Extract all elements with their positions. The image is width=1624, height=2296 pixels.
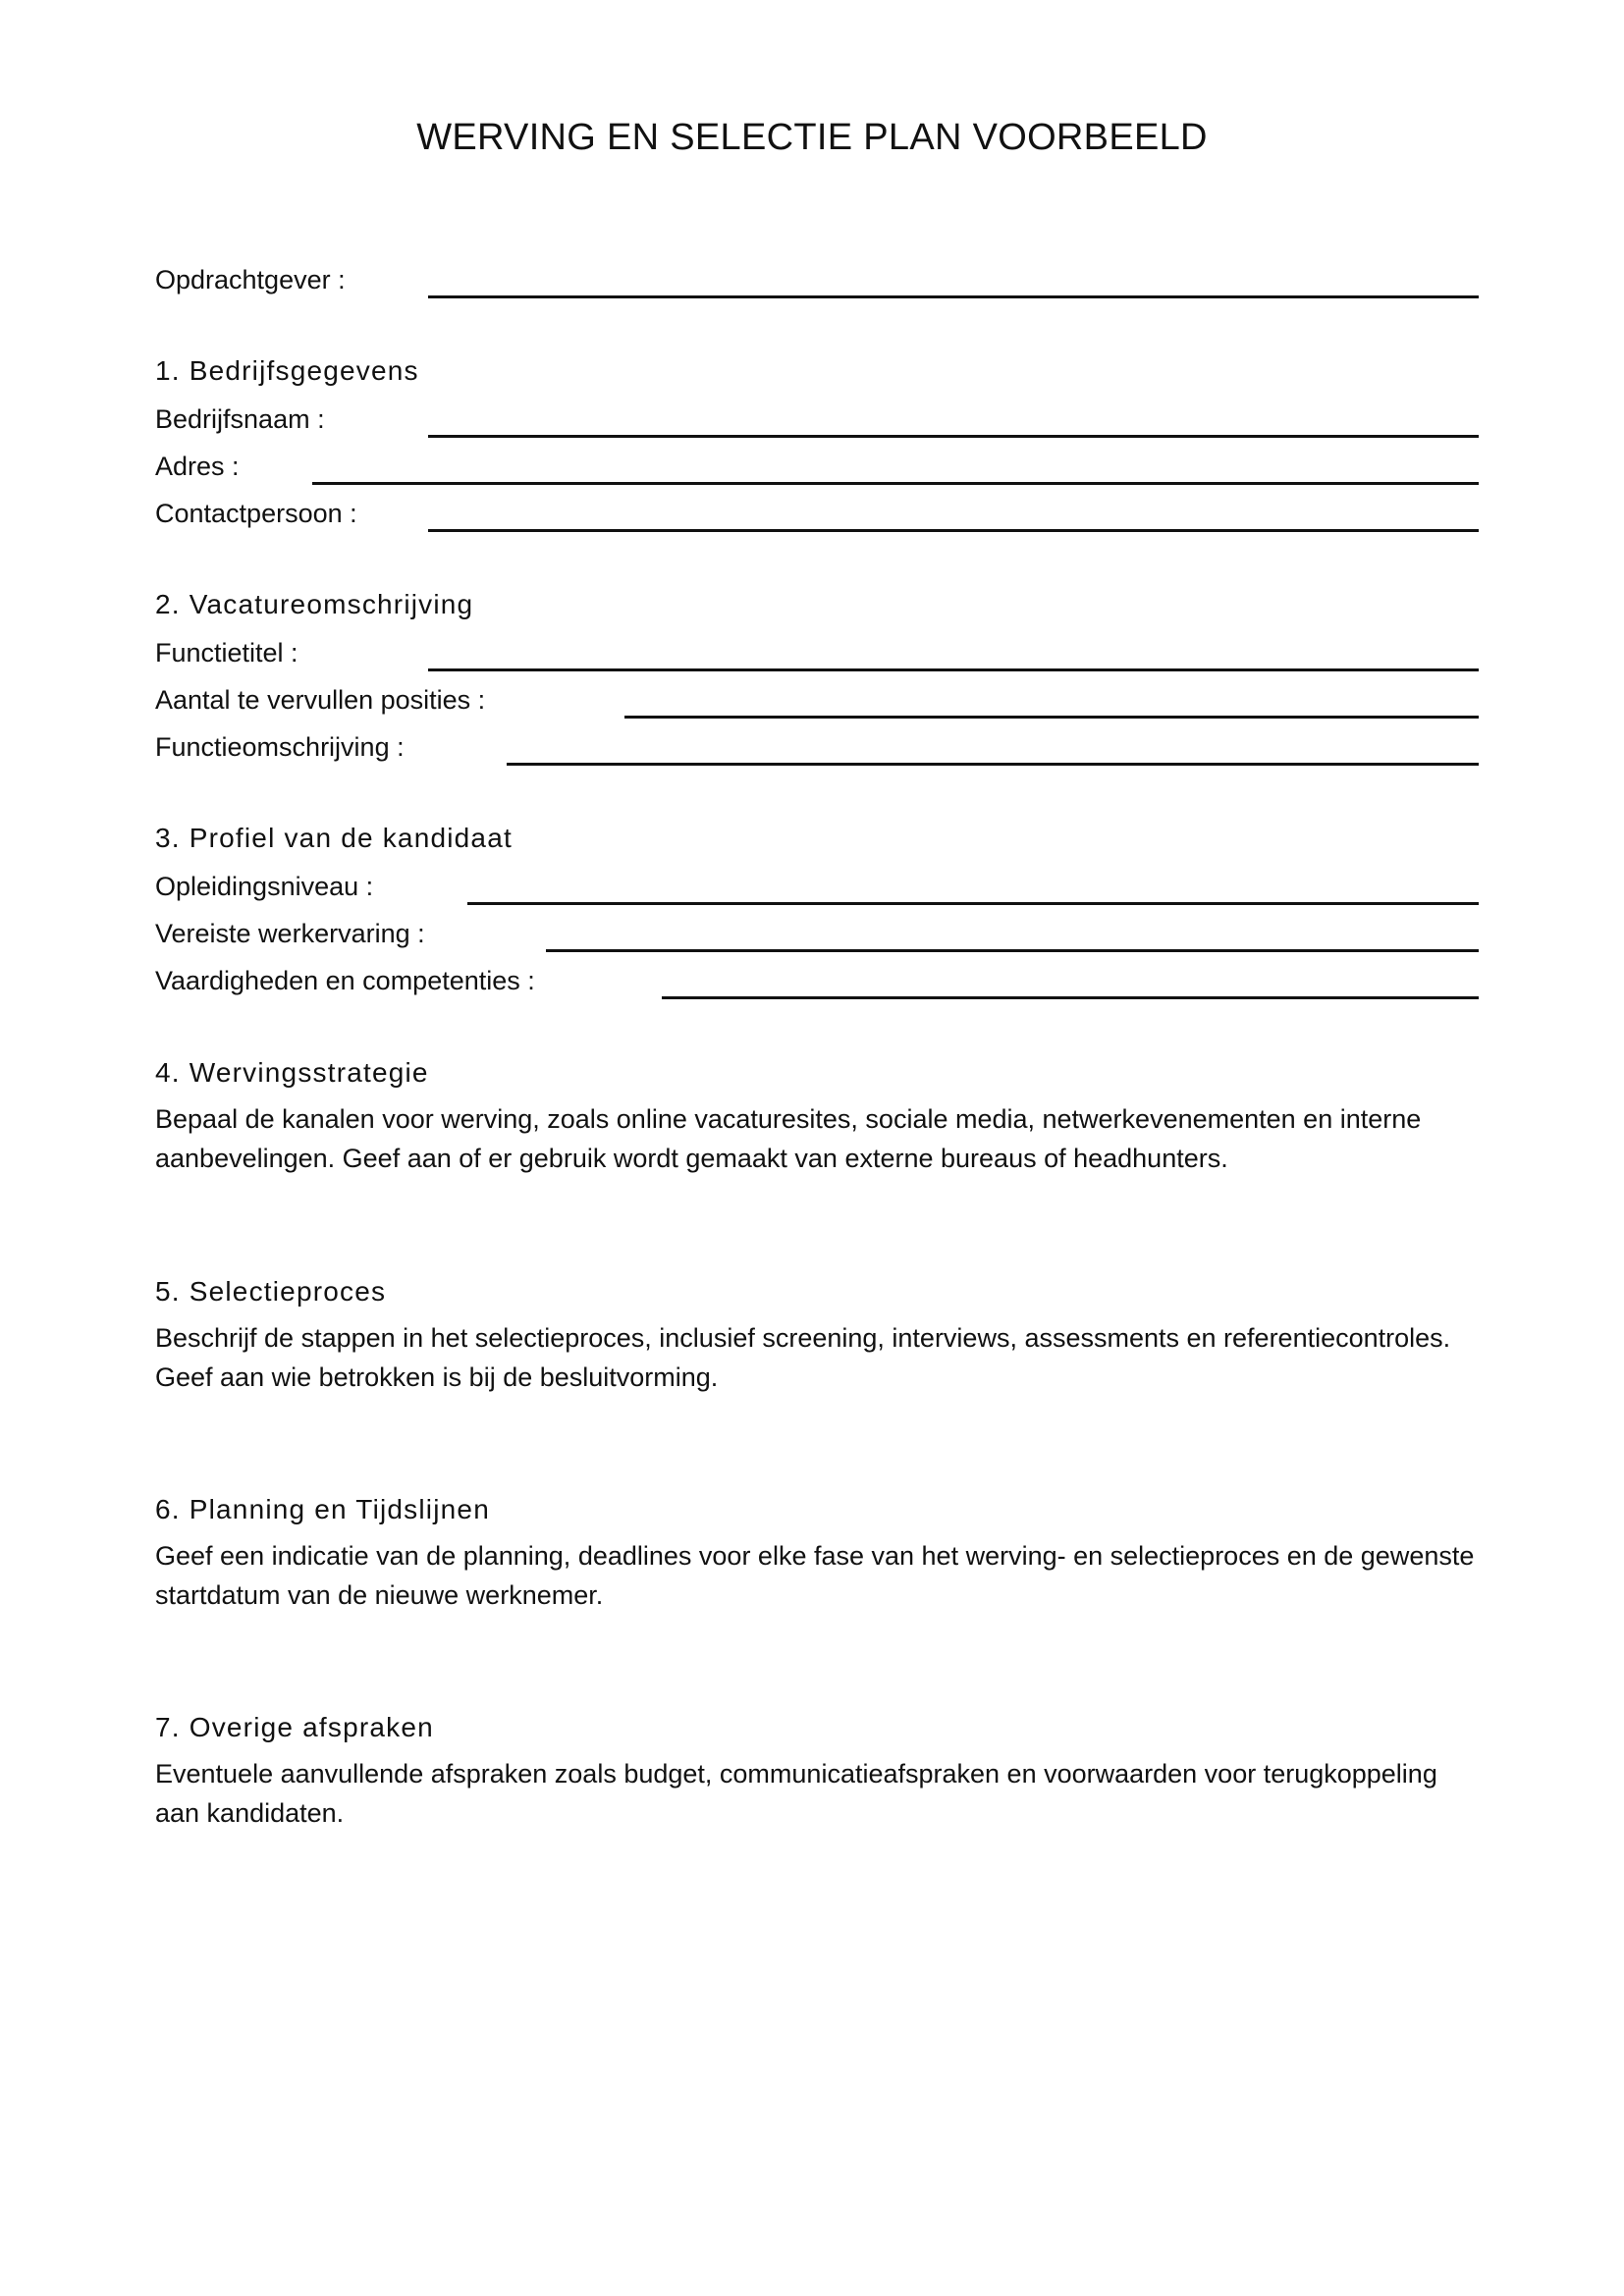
section-text-selectieproces: Beschrijf de stappen in het selectieproces, inclusief screening, interviews, assessments en referentiecontroles. Geef aan wie betrokken is bij de besluitvorming. [155, 1323, 1451, 1392]
section-heading-bedrijfsgegevens: 1. Bedrijfsgegevens [155, 355, 419, 386]
company-name-label: Bedrijfsnaam : [155, 404, 325, 434]
education-level-field [155, 864, 1479, 909]
job-description-input-line[interactable] [507, 763, 1479, 766]
contact-person-field [155, 491, 1479, 536]
company-name-field [155, 397, 1479, 442]
skills-input-line[interactable] [662, 996, 1479, 999]
positions-count-label: Aantal te vervullen posities : [155, 685, 486, 715]
address-field [155, 444, 1479, 489]
education-level-input-line[interactable] [467, 902, 1479, 905]
work-experience-input-line[interactable] [546, 949, 1479, 952]
section-heading-planning: 6. Planning en Tijdslijnen [155, 1494, 490, 1524]
job-description-field [155, 724, 1479, 770]
client-input-line[interactable] [428, 295, 1479, 298]
section-heading-vacatureomschrijving: 2. Vacatureomschrijving [155, 589, 474, 619]
job-title-label: Functietitel : [155, 638, 298, 667]
work-experience-field [155, 911, 1479, 956]
section-heading-selectieproces: 5. Selectieproces [155, 1276, 387, 1307]
positions-count-field [155, 677, 1479, 722]
section-text-wervingsstrategie: Bepaal de kanalen voor werving, zoals online vacaturesites, sociale media, netwerkevenementen en interne aanbevelingen. Geef aan of er gebruik wordt gemaakt van externe bureaus of headhunters. [155, 1104, 1422, 1173]
document-title: WERVING EN SELECTIE PLAN VOORBEELD [416, 117, 1208, 158]
section-text-overige-afspraken: Eventuele aanvullende afspraken zoals budget, communicatieafspraken en voorwaarden voor terugkoppeling aan kandidaten. [155, 1759, 1437, 1828]
address-input-line[interactable] [312, 482, 1479, 485]
skills-field [155, 958, 1479, 1003]
contact-person-label: Contactpersoon : [155, 499, 357, 528]
job-title-field [155, 630, 1479, 675]
section-heading-overige-afspraken: 7. Overige afspraken [155, 1712, 434, 1742]
client-label: Opdrachtgever : [155, 265, 346, 294]
section-heading-wervingsstrategie: 4. Wervingsstrategie [155, 1057, 429, 1088]
client-field [155, 257, 1479, 302]
section-heading-profiel: 3. Profiel van de kandidaat [155, 823, 513, 853]
work-experience-label: Vereiste werkervaring : [155, 919, 425, 948]
positions-count-input-line[interactable] [624, 716, 1479, 719]
contact-person-input-line[interactable] [428, 529, 1479, 532]
job-description-label: Functieomschrijving : [155, 732, 405, 762]
job-title-input-line[interactable] [428, 668, 1479, 671]
section-text-planning: Geef een indicatie van de planning, deadlines voor elke fase van het werving- en selectieproces en de gewenste startdatum van de nieuwe werknemer. [155, 1541, 1475, 1610]
education-level-label: Opleidingsniveau : [155, 872, 374, 901]
company-name-input-line[interactable] [428, 435, 1479, 438]
skills-label: Vaardigheden en competenties : [155, 966, 535, 995]
address-label: Adres : [155, 452, 240, 481]
